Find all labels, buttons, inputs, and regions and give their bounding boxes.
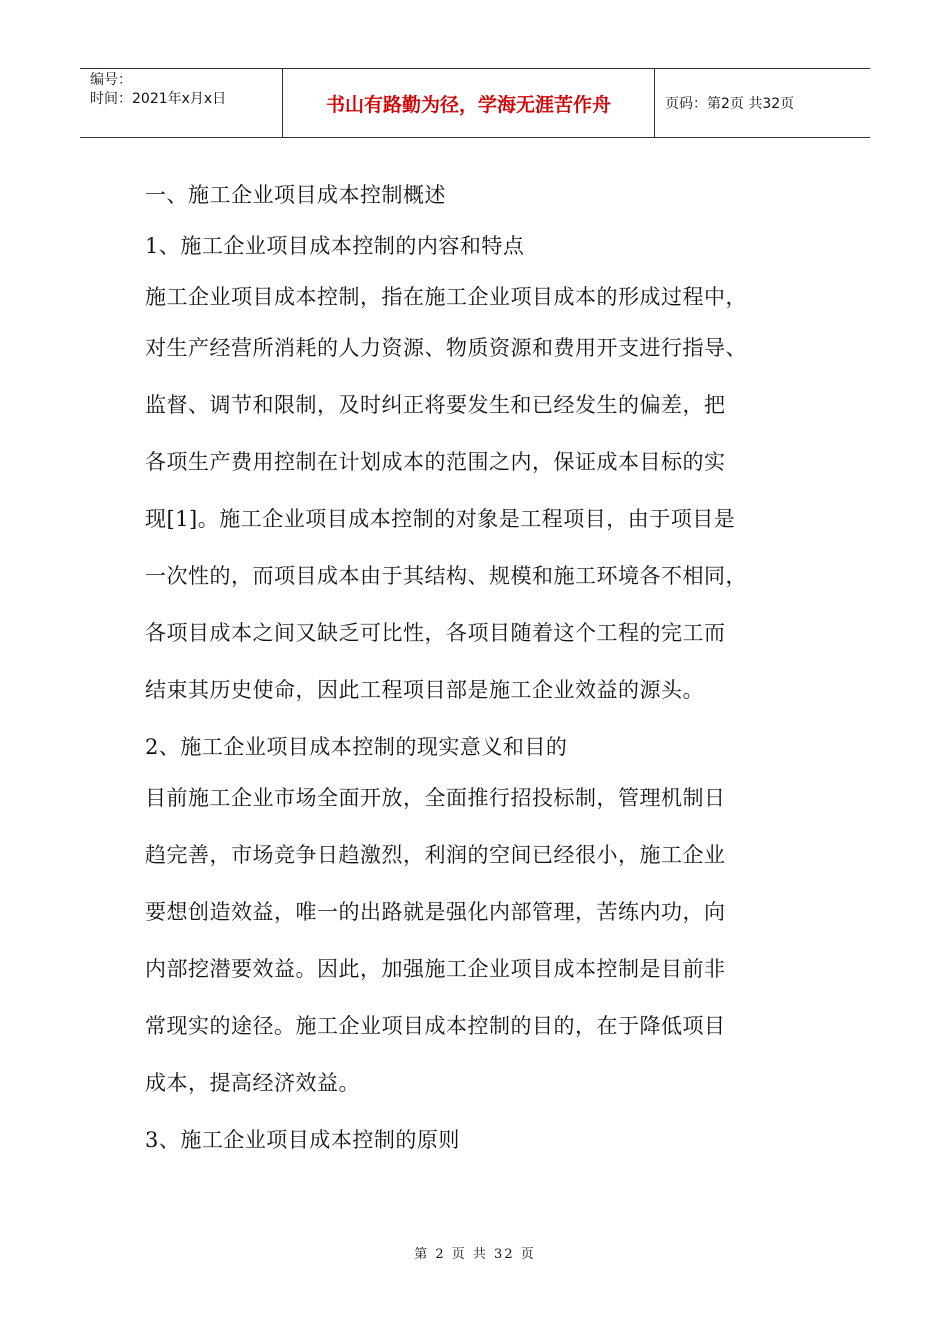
body-line: 监督、调节和限制，及时纠正将要发生和已经发生的偏差，把 (145, 393, 726, 417)
subsection-heading: 1、施工企业项目成本控制的内容和特点 (145, 234, 525, 258)
header-meta (80, 69, 283, 137)
body-line: 各项目成本之间又缺乏可比性，各项目随着这个工程的完工而 (145, 621, 726, 645)
document-body (145, 170, 815, 1172)
subsection-heading: 3、施工企业项目成本控制的原则 (145, 1128, 460, 1152)
body-line: 各项生产费用控制在计划成本的范围之内，保证成本目标的实 (145, 450, 726, 474)
subsection-heading: 2、施工企业项目成本控制的现实意义和目的 (145, 735, 568, 759)
body-line: 内部挖潜要效益。因此，加强施工企业项目成本控制是目前非 (145, 957, 726, 981)
header-page-info: 页码：第2页 共32页 (665, 96, 795, 112)
document-header (80, 68, 870, 138)
body-line: 目前施工企业市场全面开放，全面推行招投标制，管理机制日 (145, 786, 726, 810)
page-footer: 第 2 页 共 32 页 (414, 1247, 536, 1262)
body-line: 一次性的，而项目成本由于其结构、规模和施工环境各不相同， (145, 564, 747, 588)
body-line: 对生产经营所消耗的人力资源、物质资源和费用开支进行指导、 (145, 336, 747, 360)
body-line: 常现实的途径。施工企业项目成本控制的目的，在于降低项目 (145, 1014, 726, 1038)
body-line: 趋完善，市场竞争日趋激烈，利润的空间已经很小，施工企业 (145, 843, 726, 867)
body-line: 结束其历史使命，因此工程项目部是施工企业效益的源头。 (145, 678, 704, 702)
body-line: 现[1]。施工企业项目成本控制的对象是工程项目，由于项目是 (145, 507, 736, 531)
body-line: 要想创造效益，唯一的出路就是强化内部管理，苦练内功，向 (145, 900, 726, 924)
date-label: 时间：2021年x月x日 (90, 91, 227, 107)
body-line: 成本，提高经济效益。 (145, 1071, 360, 1095)
number-label: 编号： (90, 72, 132, 88)
body-line: 施工企业项目成本控制，指在施工企业项目成本的形成过程中， (145, 285, 747, 309)
header-motto: 书山有路勤为径，学海无涯苦作舟 (283, 69, 655, 137)
section-heading: 一、施工企业项目成本控制概述 (145, 183, 446, 207)
